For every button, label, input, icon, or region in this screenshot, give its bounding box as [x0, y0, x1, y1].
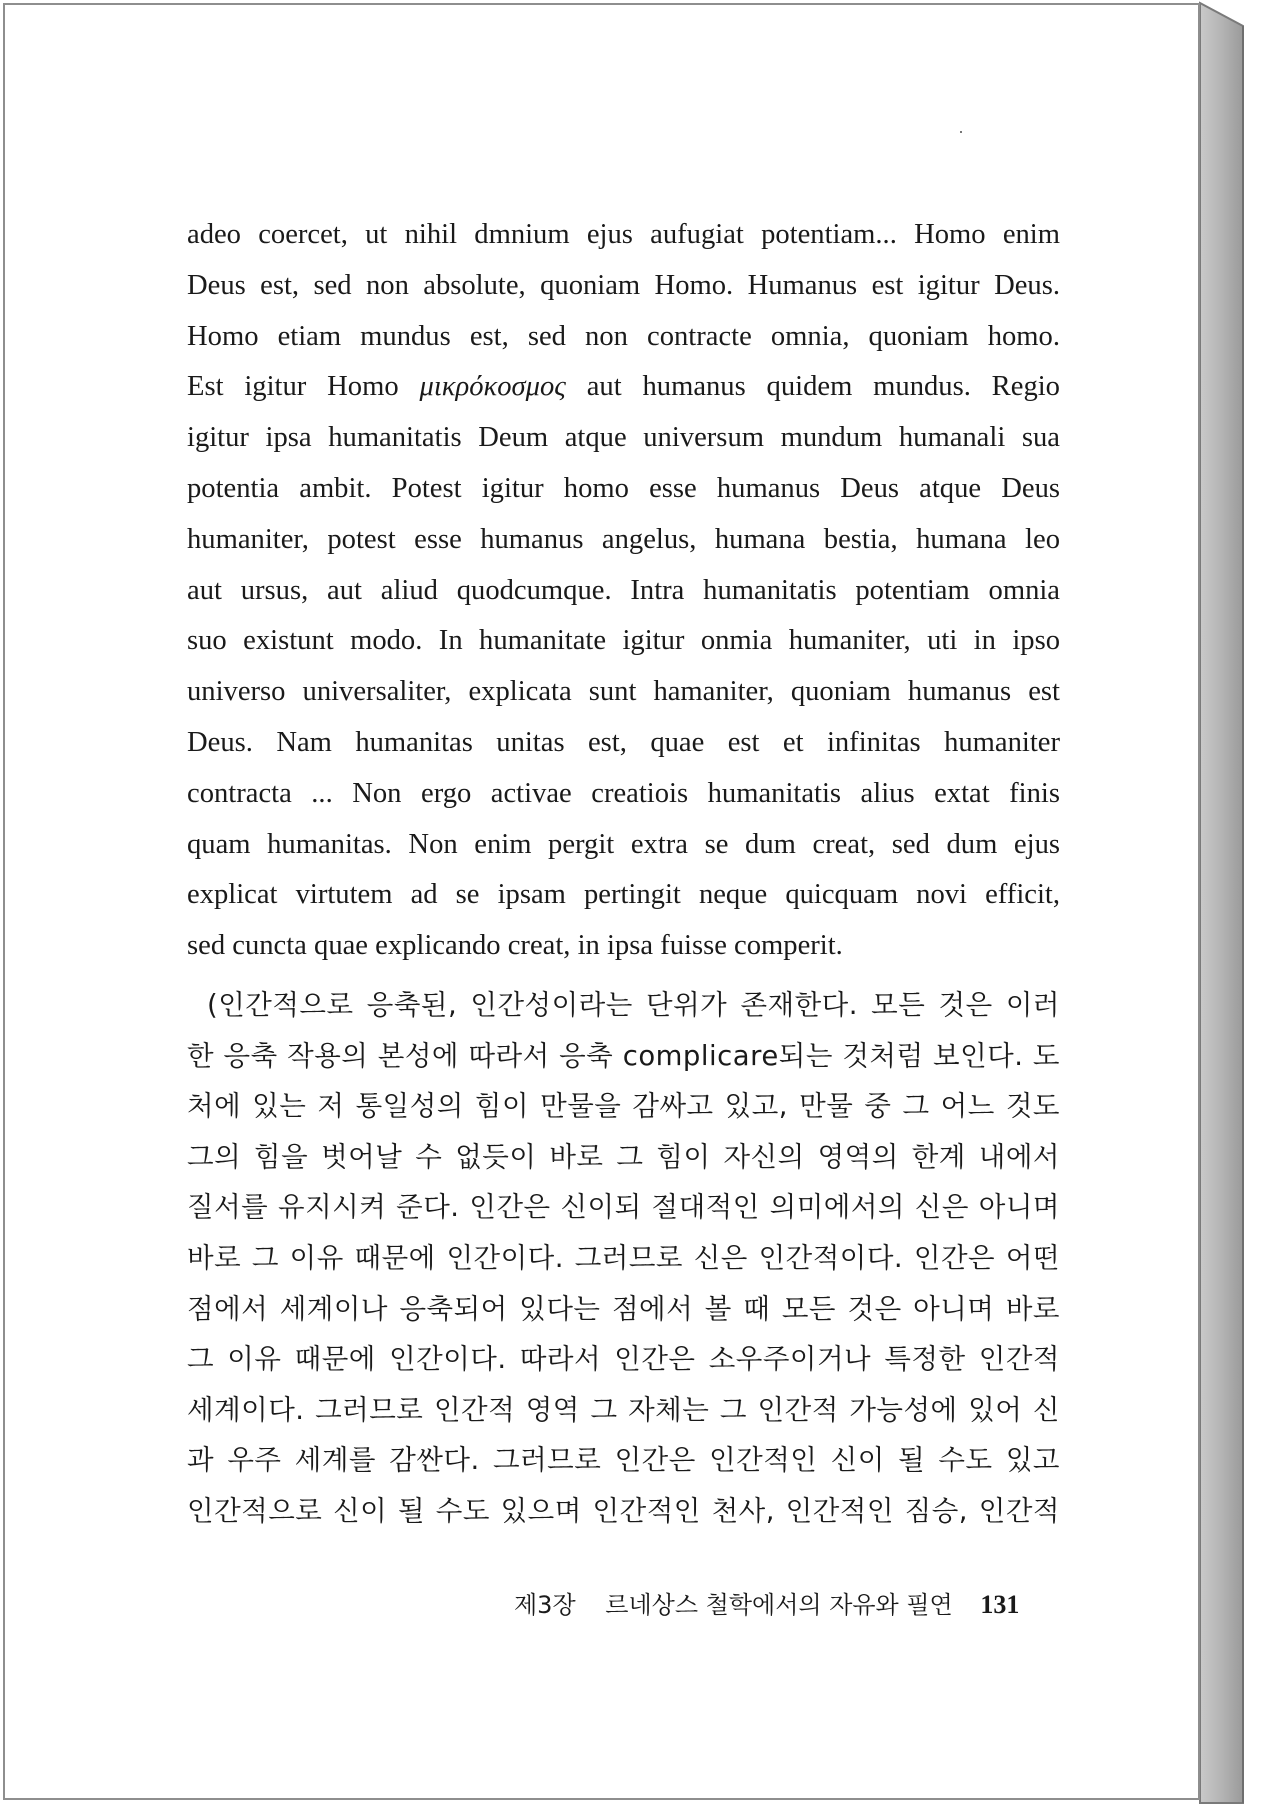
korean-translation — [187, 980, 1060, 1537]
latin-line: explicat virtutem ad se ipsam pertingit neque quicquam novi efficit, — [187, 879, 1060, 911]
latin-line: igitur ipsa humanitatis Deum atque universum mundum humanali sua — [187, 422, 1060, 454]
latin-line: Deus. Nam humanitas unitas est, quae est et infinitas humaniter — [187, 726, 1060, 758]
korean-line: 처에 있는 저 통일성의 힘이 만물을 감싸고 있고, 만물 중 그 어느 것도 — [187, 1090, 1060, 1123]
korean-line: 인간적으로 신이 될 수도 있으며 인간적인 천사, 인간적인 짐승, 인간적 — [187, 1494, 1060, 1527]
korean-line: 세계이다. 그러므로 인간적 영역 그 자체는 그 인간적 가능성에 있어 신 — [187, 1393, 1060, 1426]
chapter-title: 르네상스 철학에서의 자유와 필연 — [605, 1591, 953, 1619]
latin-line: Deus est, sed non absolute, quoniam Homo. Humanus est igitur Deus. — [187, 269, 1060, 301]
latin-line-prefix: Est igitur Homo — [187, 371, 399, 403]
latin-quotation — [187, 210, 1060, 972]
running-footer — [514, 1585, 1034, 1620]
body-text — [187, 210, 1060, 1536]
latin-line: contracta ... Non ergo activae creatiois humanitatis alius extat finis — [187, 777, 1060, 809]
korean-line: 그 이유 때문에 인간이다. 따라서 인간은 소우주이거나 특정한 인간적 — [187, 1343, 1060, 1376]
latin-line: Homo etiam mundus est, sed non contracte omnia, quoniam homo. — [187, 320, 1060, 352]
korean-line: 과 우주 세계를 감싼다. 그러므로 인간은 인간적인 신이 될 수도 있고 — [187, 1444, 1060, 1477]
latin-line: aut ursus, aut aliud quodcumque. Intra humanitatis potentiam omnia — [187, 574, 1060, 606]
page-number: 131 — [980, 1590, 1020, 1619]
latin-line-rest: aut humanus quidem mundus. Regio — [586, 371, 1060, 403]
chapter-label: 제3장 — [514, 1591, 576, 1619]
latin-line: humaniter, potest esse humanus angelus, humana bestia, humana leo — [187, 523, 1060, 555]
greek-word: μικρόκοσμος — [419, 371, 566, 403]
latin-line: universo universaliter, explicata sunt hamaniter, quoniam humanus est — [187, 676, 1060, 708]
scan-speck — [960, 131, 962, 133]
latin-line: suo existunt modo. In humanitate igitur onmia humaniter, uti in ipso — [187, 625, 1060, 657]
korean-line: 한 응축 작용의 본성에 따라서 응축 complicare되는 것처럼 보인다. 도 — [187, 1039, 1060, 1072]
korean-line: 바로 그 이유 때문에 인간이다. 그러므로 신은 인간적이다. 인간은 어떤 — [187, 1241, 1060, 1274]
korean-line: 점에서 세계이나 응축되어 있다는 점에서 볼 때 모든 것은 아니며 바로 — [187, 1292, 1060, 1325]
latin-line: potentia ambit. Potest igitur homo esse humanus Deus atque Deus — [187, 472, 1060, 504]
latin-line: quam humanitas. Non enim pergit extra se dum creat, sed dum ejus — [187, 828, 1060, 860]
korean-line: 그의 힘을 벗어날 수 없듯이 바로 그 힘이 자신의 영역의 한계 내에서 — [187, 1140, 1060, 1173]
korean-line: 질서를 유지시켜 준다. 인간은 신이되 절대적인 의미에서의 신은 아니며 — [187, 1191, 1060, 1224]
latin-line: adeo coercet, ut nihil dmnium ejus aufugiat potentiam... Homo enim — [187, 219, 1060, 250]
korean-line: (인간적으로 응축된, 인간성이라는 단위가 존재한다. 모든 것은 이러 — [207, 988, 1060, 1021]
latin-line-last: sed cuncta quae explicando creat, in ipsa fuisse comperit. — [187, 930, 843, 962]
latin-line-with-greek — [187, 362, 1060, 413]
